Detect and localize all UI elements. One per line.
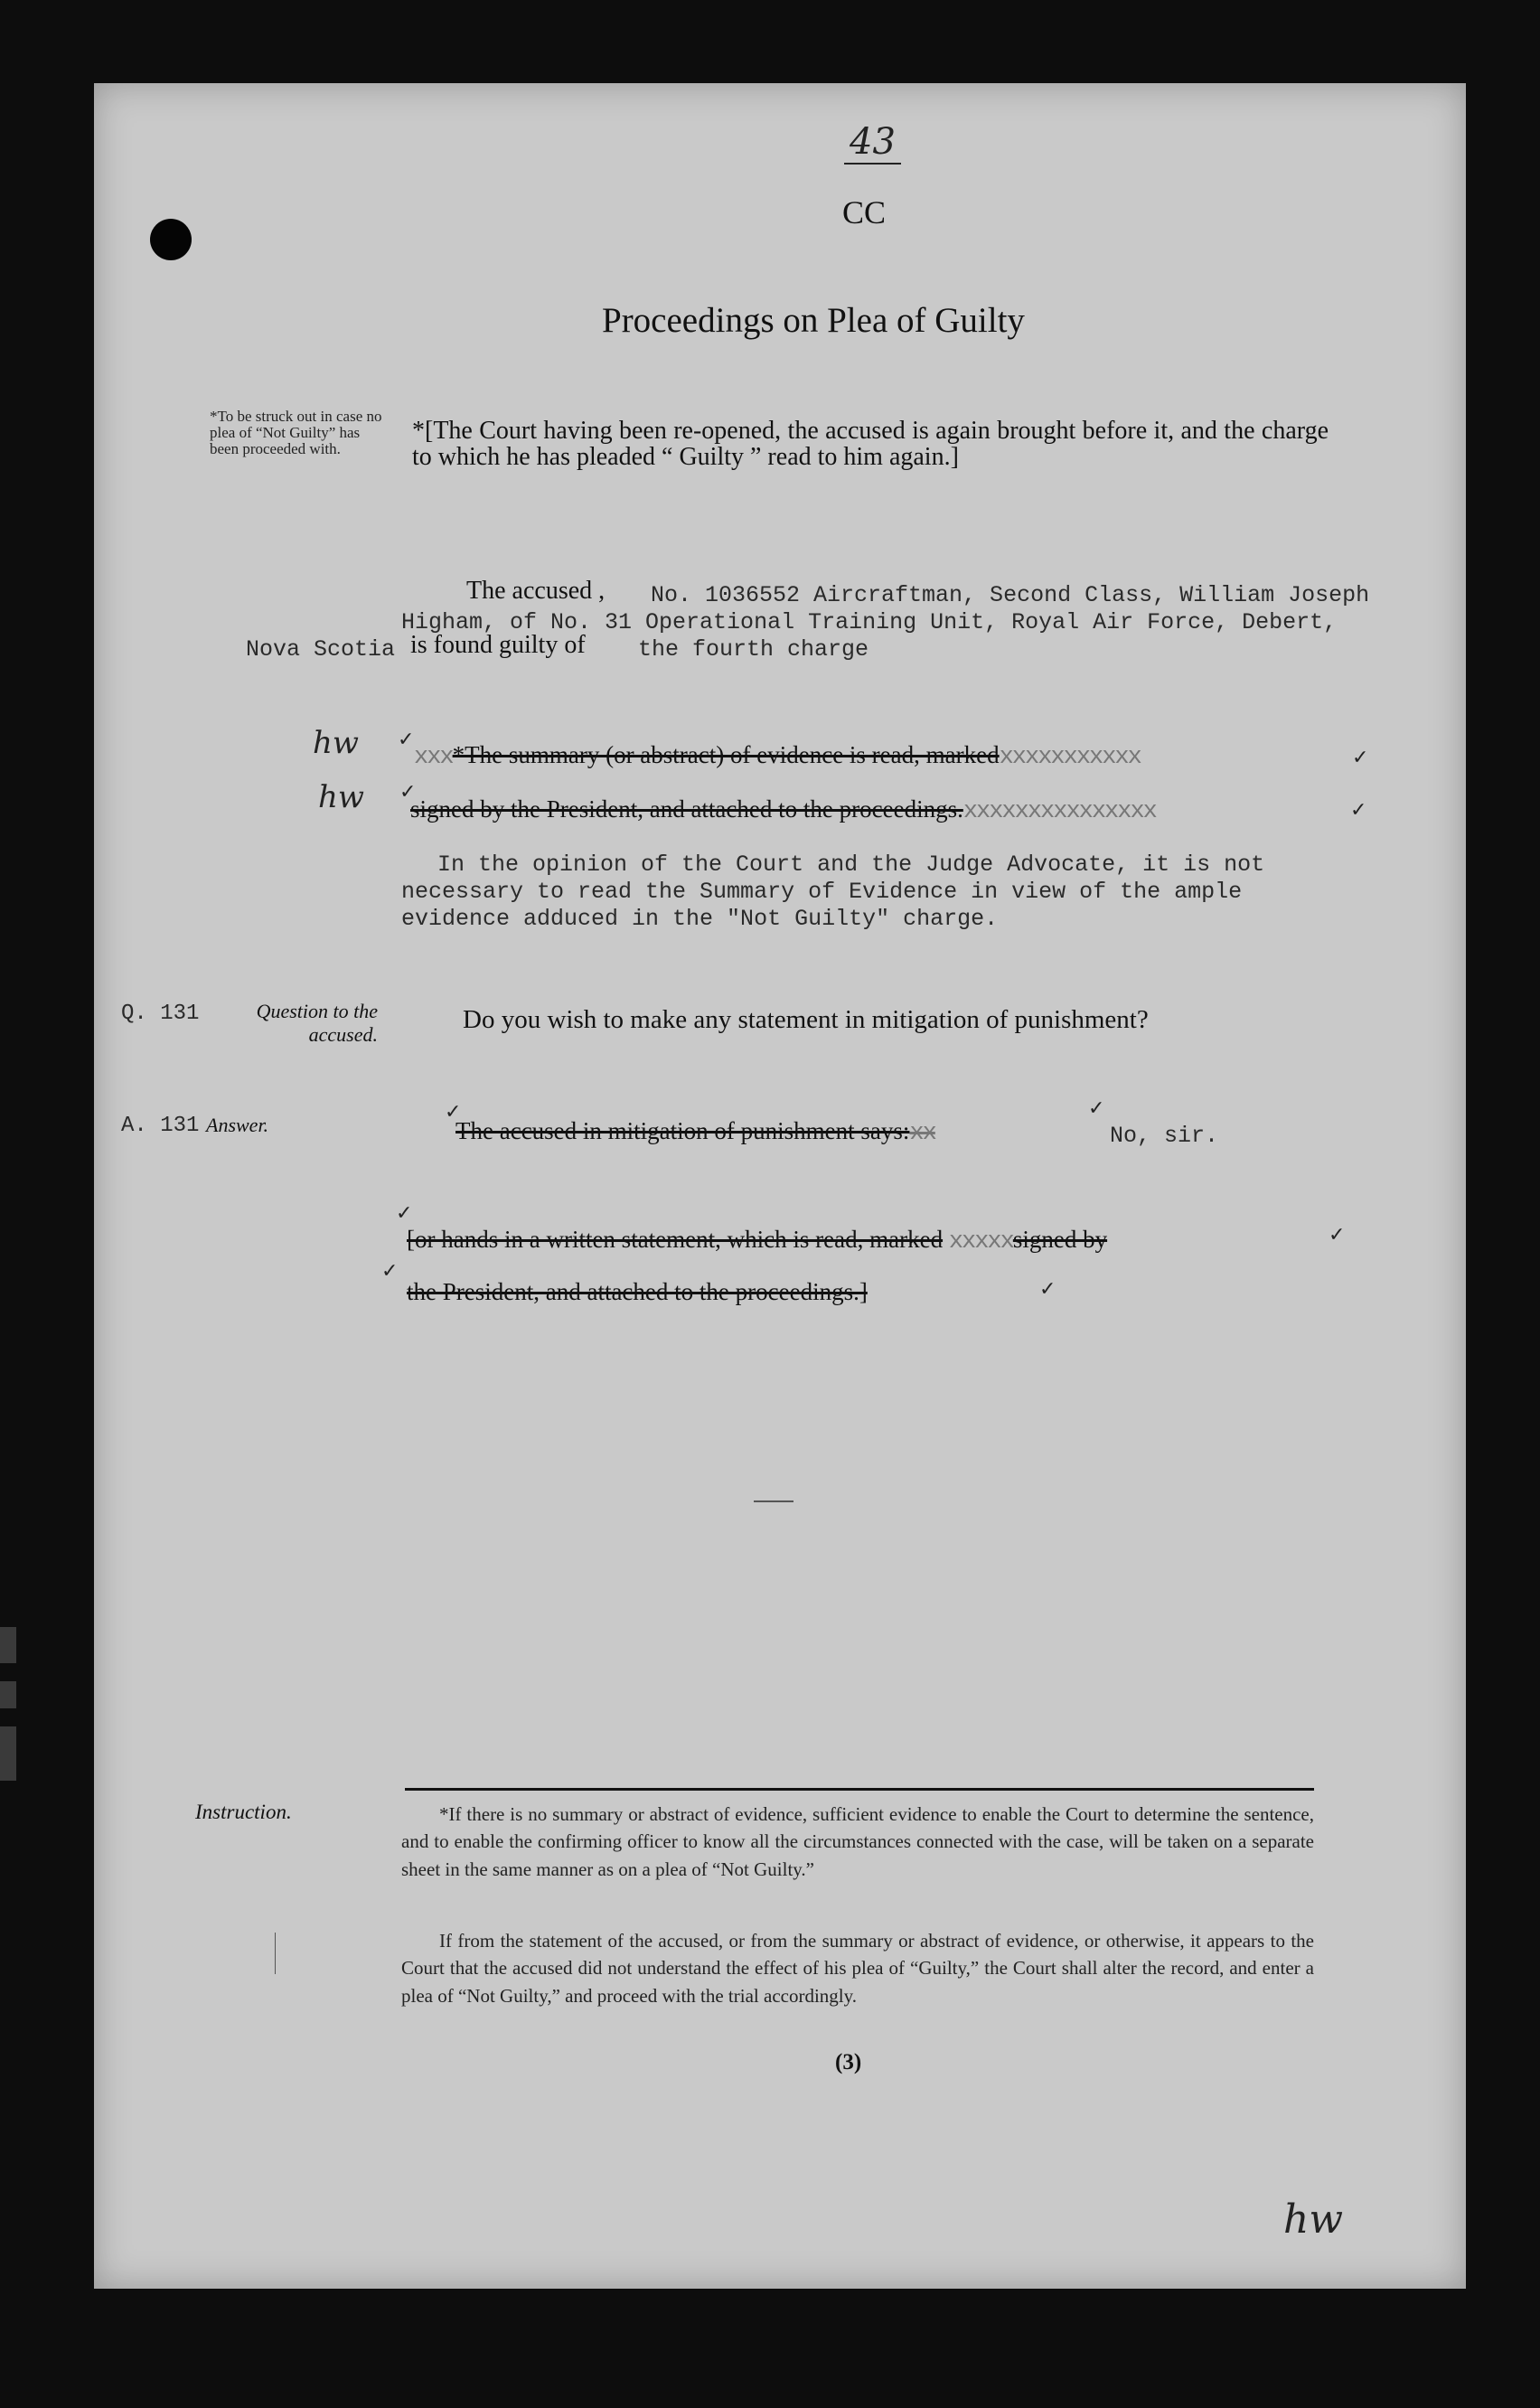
margin-note: *To be struck out in case no plea of “Not Guilty” has been proceeded with. xyxy=(210,408,382,457)
answer-typed: No, sir. xyxy=(1110,1123,1219,1149)
instruction-rule xyxy=(405,1788,1314,1791)
accused-typed-line2: Higham, of No. 31 Operational Training Unit, Royal Air Force, Debert, xyxy=(401,609,1338,635)
accused-typed-charge: the fourth charge xyxy=(638,636,869,663)
page-title: Proceedings on Plea of Guilty xyxy=(602,301,1025,340)
bottom-handwritten-initials: hw xyxy=(1283,2196,1343,2243)
opinion-line1: In the opinion of the Court and the Judge Advocate, it is not xyxy=(437,851,1265,878)
scan-edge-strip xyxy=(0,1627,16,1663)
struck-x-fill: xxxxxxxxxxx xyxy=(999,744,1141,771)
summary-struck-line1 xyxy=(414,741,1141,771)
scan-edge-strip xyxy=(0,1726,16,1781)
footer-page-number: (3) xyxy=(835,2050,862,2074)
answer-label: Answer. xyxy=(206,1114,269,1136)
answer-line xyxy=(455,1117,935,1147)
written-struck-line1 xyxy=(407,1226,1107,1256)
opinion-line2: necessary to read the Summary of Evidence in view of the ample xyxy=(401,879,1243,905)
question-number: Q. 131 xyxy=(121,1002,200,1026)
written-struck-text2: the President, and attached to the proceedings.] xyxy=(407,1278,868,1305)
checkmark-icon: ✓ xyxy=(1352,747,1369,769)
checkmark-icon: ✓ xyxy=(399,781,417,804)
question-text: Do you wish to make any statement in mitigation of punishment? xyxy=(463,1005,1149,1034)
summary-struck-line2 xyxy=(410,795,1156,825)
handwritten-initials: hw xyxy=(313,725,359,761)
checkmark-icon: ✓ xyxy=(396,1202,413,1225)
opinion-line3: evidence adduced in the "Not Guilty" charge. xyxy=(401,906,999,932)
reopen-paragraph: *[The Court having been re-opened, the accused is again brought before it, and the charge to which he has pleaded “ Guilty ” read to him again.] xyxy=(412,417,1329,472)
instruction-label: Instruction. xyxy=(195,1801,292,1823)
form-code: CC xyxy=(842,194,887,230)
scan-edge-strip xyxy=(0,1681,16,1708)
written-struck-line2 xyxy=(407,1278,868,1306)
handwritten-initials: hw xyxy=(318,779,364,815)
answer-struck-text: The accused in mitigation of punishment says: xyxy=(455,1117,910,1144)
checkmark-icon: ✓ xyxy=(381,1260,399,1283)
punch-hole xyxy=(150,219,192,260)
instruction-para1: *If there is no summary or abstract of evidence, sufficient evidence to enable the Court to determine the sentence, and to enable the confirming officer to know all the circumstances connected with the case, will be taken on a separate sheet in the same manner as on a plea of “Not Guilty.” xyxy=(401,1803,1314,1880)
written-struck-text1: [or hands in a written statement, which is read, marked xyxy=(407,1226,944,1253)
question-label: Question to the accused. xyxy=(256,1000,378,1047)
written-struck-tail: signed by xyxy=(1012,1226,1108,1253)
checkmark-icon: ✓ xyxy=(398,729,415,751)
handwritten-page-number: 43 xyxy=(844,121,901,165)
found-guilty-text: is found guilty of xyxy=(410,631,586,659)
document-page xyxy=(94,83,1466,2289)
divider-dash xyxy=(754,1500,793,1502)
checkmark-icon: ✓ xyxy=(1350,799,1367,822)
checkmark-icon: ✓ xyxy=(445,1101,462,1124)
checkmark-icon: ✓ xyxy=(1329,1224,1346,1246)
struck-x-fill: xxx xyxy=(414,744,453,771)
checkmark-icon: ✓ xyxy=(1088,1097,1105,1120)
margin-rule xyxy=(275,1933,276,1974)
summary-struck-text1: *The summary (or abstract) of evidence is read, marked xyxy=(452,741,1000,768)
summary-struck-text2: signed by the President, and attached to the proceedings. xyxy=(410,795,963,823)
struck-x-fill: xx xyxy=(909,1120,935,1147)
answer-number: A. 131 xyxy=(121,1114,200,1138)
accused-prefix: The accused , xyxy=(466,577,606,605)
checkmark-icon: ✓ xyxy=(1039,1278,1056,1301)
instruction-para2: If from the statement of the accused, or from the summary or abstract of evidence, or otherwise, it appears to the Court that the accused did not understand the effect of his plea of “Guilty,” the Court shall alter the record, and enter a plea of “Not Guilty,” and proceed with the trial accordingly. xyxy=(401,1930,1314,2007)
accused-typed-line1: No. 1036552 Aircraftman, Second Class, William Joseph xyxy=(651,582,1370,608)
struck-x-fill: xxxxx xyxy=(948,1228,1013,1256)
struck-x-fill: xxxxxxxxxxxxxxx xyxy=(963,798,1156,825)
accused-typed-location: Nova Scotia xyxy=(246,636,396,663)
